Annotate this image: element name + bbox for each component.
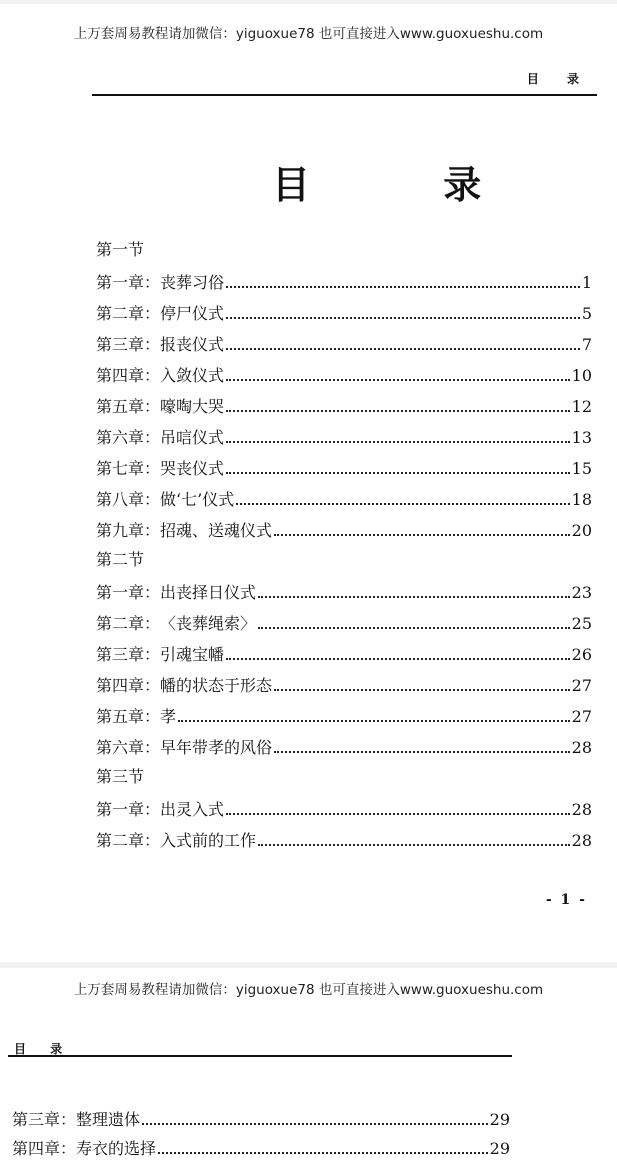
entry-title: 早年带孝的风俗 [160, 738, 273, 757]
dot-leader [258, 626, 570, 629]
section-heading: 第三节 [96, 767, 145, 786]
dot-leader [274, 688, 570, 691]
page-ref: 12 [571, 397, 592, 416]
chapter-label: 第六章： [96, 428, 161, 447]
chapter-label: 第七章： [96, 459, 161, 478]
dot-leader [226, 285, 580, 288]
toc-entry [12, 1137, 510, 1159]
page-ref: 26 [571, 645, 592, 664]
entry-title: 整理遗体 [76, 1110, 141, 1129]
entry-title: 吊唁仪式 [160, 428, 225, 447]
entry-title: 停尸仪式 [160, 304, 225, 323]
entry-title: 哭丧仪式 [160, 459, 225, 478]
page-ref: 10 [571, 366, 592, 385]
page-number: - 1 - [545, 892, 587, 908]
page-ref: 28 [571, 738, 592, 757]
toc-entry [96, 395, 592, 417]
toc-entry [96, 581, 592, 603]
entry-title: 〈丧葬绳索〉 [160, 614, 257, 633]
chapter-label: 第二章： [96, 614, 161, 633]
toc-entry [96, 333, 592, 355]
entry-title: 丧葬习俗 [160, 273, 225, 292]
document-page-2 [0, 968, 617, 1168]
toc-entry [96, 612, 592, 634]
page-ref: 5 [581, 304, 592, 323]
watermark-banner: 上万套周易教程请加微信：yiguoxue78 也可直接进入www.guoxueshu.com [73, 982, 544, 998]
dot-leader [226, 378, 570, 381]
toc-entry [96, 829, 592, 851]
toc-entry [96, 674, 592, 696]
page-ref: 23 [571, 583, 592, 602]
dot-leader [258, 843, 570, 846]
dot-leader [226, 347, 580, 350]
running-head: 目 录 [526, 72, 591, 86]
section-heading: 第二节 [96, 550, 145, 569]
page-ref: 13 [571, 428, 592, 447]
dot-leader [226, 812, 570, 815]
entry-title: 做‘七’仪式 [160, 490, 235, 509]
dot-leader [226, 440, 570, 443]
chapter-label: 第一章： [96, 583, 161, 602]
page-ref: 28 [571, 800, 592, 819]
page-ref: 29 [489, 1139, 510, 1158]
page-ref: 28 [571, 831, 592, 850]
dot-leader [226, 657, 570, 660]
toc-entry [96, 302, 592, 324]
dot-leader [226, 409, 570, 412]
header-rule [8, 1055, 512, 1057]
chapter-label: 第四章： [96, 366, 161, 385]
toc-entry [96, 736, 592, 758]
chapter-label: 第九章： [96, 521, 161, 540]
page-ref: 7 [581, 335, 592, 354]
chapter-label: 第八章： [96, 490, 161, 509]
dot-leader [236, 502, 569, 505]
toc-entry [96, 271, 592, 293]
entry-title: 出灵入式 [160, 800, 225, 819]
dot-leader [178, 719, 570, 722]
chapter-label: 第六章： [96, 738, 161, 757]
page-title: 目 录 [272, 163, 542, 207]
page-ref: 15 [571, 459, 592, 478]
entry-title: 出丧择日仪式 [160, 583, 257, 602]
chapter-label: 第三章： [96, 645, 161, 664]
toc-entry [96, 798, 592, 820]
document-page-1 [0, 4, 617, 962]
dot-leader [274, 533, 570, 536]
page-ref: 27 [571, 676, 592, 695]
page-ref: 20 [571, 521, 592, 540]
chapter-label: 第五章： [96, 707, 161, 726]
dot-leader [226, 316, 580, 319]
toc-entry [96, 426, 592, 448]
chapter-label: 第一章： [96, 273, 161, 292]
toc-entry [96, 457, 592, 479]
watermark-banner: 上万套周易教程请加微信：yiguoxue78 也可直接进入www.guoxueshu.com [73, 26, 544, 42]
chapter-label: 第四章： [96, 676, 161, 695]
running-head: 目 录 [14, 1042, 73, 1056]
entry-title: 招魂、送魂仪式 [160, 521, 273, 540]
entry-title: 报丧仪式 [160, 335, 225, 354]
page-ref: 1 [581, 273, 592, 292]
chapter-label: 第五章： [96, 397, 161, 416]
page-ref: 18 [571, 490, 592, 509]
entry-title: 入式前的工作 [160, 831, 257, 850]
dot-leader [158, 1151, 488, 1154]
page-ref: 25 [571, 614, 592, 633]
chapter-label: 第一章： [96, 800, 161, 819]
dot-leader [142, 1122, 488, 1125]
page-ref: 27 [571, 707, 592, 726]
chapter-label: 第二章： [96, 831, 161, 850]
toc-entry [96, 643, 592, 665]
entry-title: 孝 [160, 707, 177, 726]
dot-leader [258, 595, 570, 598]
chapter-label: 第三章： [12, 1110, 77, 1129]
dot-leader [226, 471, 570, 474]
chapter-label: 第四章： [12, 1139, 77, 1158]
entry-title: 嚎啕大哭 [160, 397, 225, 416]
entry-title: 入敛仪式 [160, 366, 225, 385]
chapter-label: 第二章： [96, 304, 161, 323]
toc-entry [96, 488, 592, 510]
toc-entry [96, 705, 592, 727]
header-rule [92, 94, 597, 96]
section-heading: 第一节 [96, 240, 145, 259]
entry-title: 寿衣的选择 [76, 1139, 157, 1158]
chapter-label: 第三章： [96, 335, 161, 354]
toc-entry [96, 519, 592, 541]
dot-leader [274, 750, 570, 753]
toc-entry [12, 1108, 510, 1130]
toc-entry [96, 364, 592, 386]
page-ref: 29 [489, 1110, 510, 1129]
entry-title: 引魂宝幡 [160, 645, 225, 664]
entry-title: 幡的状态于形态 [160, 676, 273, 695]
